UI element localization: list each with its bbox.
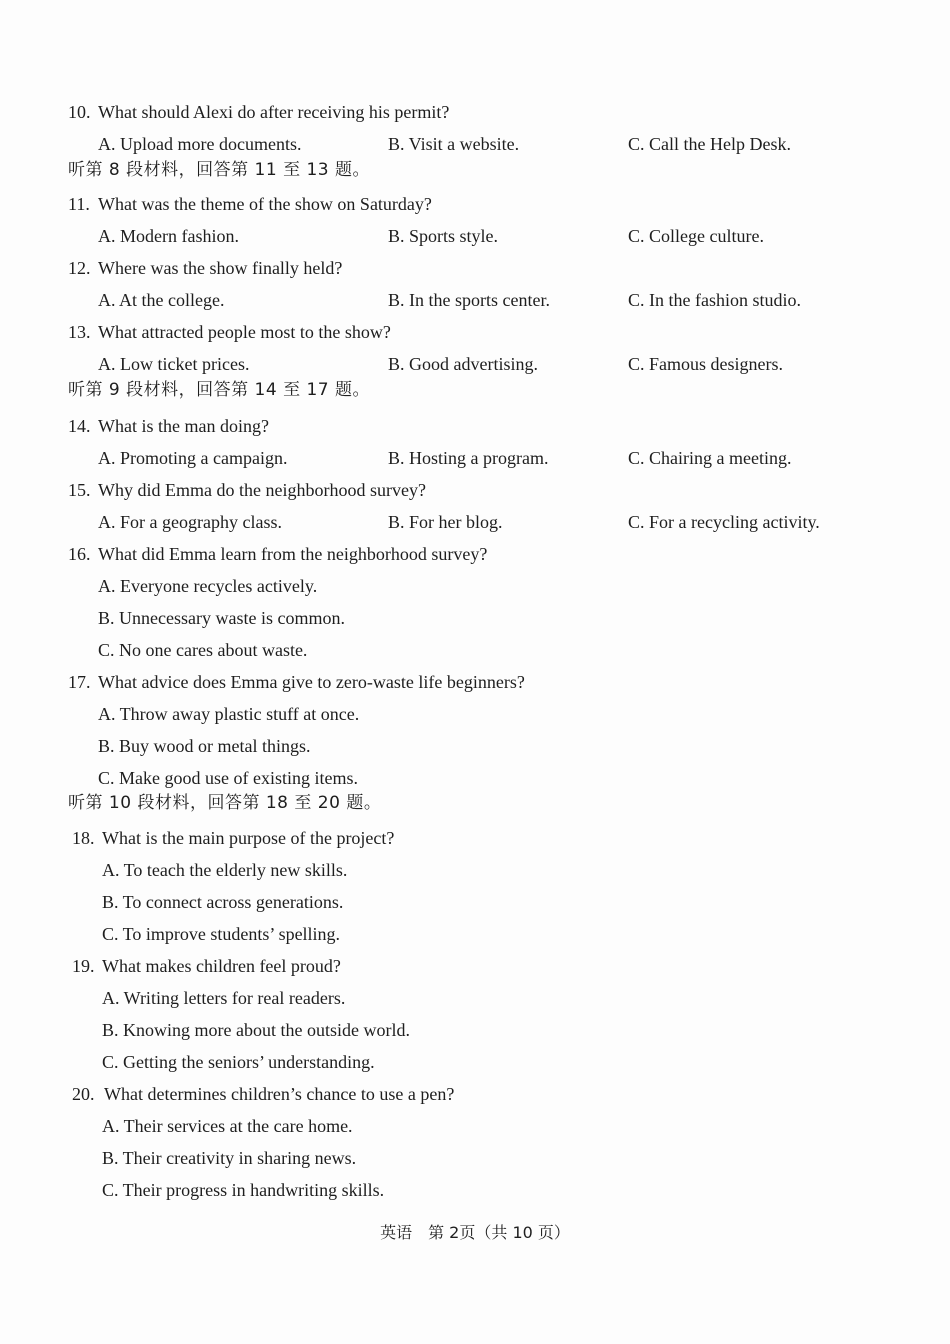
option-a: A. Throw away plastic stuff at once. (98, 704, 360, 724)
question-18 (0, 822, 950, 854)
question-number: 16. (68, 544, 91, 564)
question-text: What advice does Emma give to zero-waste life beginners? (98, 672, 525, 692)
option-b: B. For her blog. (388, 512, 503, 532)
question-number: 17. (68, 672, 91, 692)
option-c: C. Their progress in handwriting skills. (102, 1180, 385, 1200)
question-16 (0, 538, 950, 570)
question-19 (0, 950, 950, 982)
option-b: B. Good advertising. (388, 354, 538, 374)
question-13 (0, 316, 950, 348)
question-number: 12. (68, 258, 91, 278)
option-b: B. Sports style. (388, 226, 499, 246)
option-19-b (0, 1014, 950, 1046)
question-number: 10. (68, 102, 91, 122)
question-number: 13. (68, 322, 91, 342)
question-17 (0, 666, 950, 698)
question-text: Where was the show finally held? (98, 258, 343, 278)
question-text: What is the man doing? (98, 416, 269, 436)
option-a: A. Promoting a campaign. (98, 448, 288, 468)
question-number: 20. (72, 1084, 95, 1104)
question-15 (0, 474, 950, 506)
section-instruction-10 (0, 787, 950, 819)
option-18-b (0, 886, 950, 918)
option-b: B. To connect across generations. (102, 892, 344, 912)
option-a: A. At the college. (98, 290, 225, 310)
option-b: B. Unnecessary waste is common. (98, 608, 345, 628)
section-text: 听第 8 段材料，回答第 11 至 13 题。 (68, 160, 371, 180)
option-17-a (0, 698, 950, 730)
question-number: 18. (72, 828, 95, 848)
option-a: A. Writing letters for real readers. (102, 988, 346, 1008)
options-12 (0, 284, 950, 316)
option-c: C. Famous designers. (628, 354, 783, 374)
option-b: B. Knowing more about the outside world. (102, 1020, 410, 1040)
page-footer: 英语 第 2页（共 10 页） (380, 1223, 570, 1242)
option-18-a (0, 854, 950, 886)
question-number: 14. (68, 416, 91, 436)
option-c: C. In the fashion studio. (628, 290, 801, 310)
option-a: A. Low ticket prices. (98, 354, 250, 374)
option-19-a (0, 982, 950, 1014)
option-c: C. To improve students’ spelling. (102, 924, 341, 944)
option-a: A. Modern fashion. (98, 226, 239, 246)
question-10 (0, 96, 950, 128)
option-19-c (0, 1046, 950, 1078)
section-text: 听第 9 段材料，回答第 14 至 17 题。 (68, 380, 371, 400)
option-c: C. Chairing a meeting. (628, 448, 792, 468)
question-number: 11. (68, 194, 90, 214)
option-a: A. Everyone recycles actively. (98, 576, 318, 596)
option-b: B. In the sports center. (388, 290, 550, 310)
section-instruction-9 (0, 374, 950, 406)
option-c: C. Getting the seniors’ understanding. (102, 1052, 375, 1072)
question-11 (0, 188, 950, 220)
question-text: What is the main purpose of the project? (102, 828, 395, 848)
options-14 (0, 442, 950, 474)
question-20 (0, 1078, 950, 1110)
question-text: What did Emma learn from the neighborhood survey? (98, 544, 488, 564)
question-text: What determines children’s chance to use a pen? (104, 1084, 455, 1104)
question-text: What should Alexi do after receiving his permit? (98, 102, 450, 122)
option-b: B. Hosting a program. (388, 448, 549, 468)
option-c: C. Call the Help Desk. (628, 134, 791, 154)
option-c: C. No one cares about waste. (98, 640, 308, 660)
option-16-c (0, 634, 950, 666)
option-a: A. For a geography class. (98, 512, 282, 532)
question-text: What was the theme of the show on Saturday? (98, 194, 432, 214)
option-16-a (0, 570, 950, 602)
option-c: C. Make good use of existing items. (98, 768, 358, 788)
option-16-b (0, 602, 950, 634)
option-b: B. Buy wood or metal things. (98, 736, 311, 756)
option-c: C. College culture. (628, 226, 764, 246)
option-20-c (0, 1174, 950, 1206)
option-17-b (0, 730, 950, 762)
option-a: A. Upload more documents. (98, 134, 302, 154)
question-number: 15. (68, 480, 91, 500)
question-number: 19. (72, 956, 95, 976)
option-b: B. Their creativity in sharing news. (102, 1148, 357, 1168)
section-instruction-8 (0, 154, 950, 186)
options-11 (0, 220, 950, 252)
option-b: B. Visit a website. (388, 134, 520, 154)
option-18-c (0, 918, 950, 950)
question-14 (0, 410, 950, 442)
options-15 (0, 506, 950, 538)
option-20-a (0, 1110, 950, 1142)
question-text: What attracted people most to the show? (98, 322, 391, 342)
question-12 (0, 252, 950, 284)
option-a: A. To teach the elderly new skills. (102, 860, 348, 880)
question-text: What makes children feel proud? (102, 956, 341, 976)
option-c: C. For a recycling activity. (628, 512, 820, 532)
section-text: 听第 10 段材料，回答第 18 至 20 题。 (68, 793, 382, 813)
option-a: A. Their services at the care home. (102, 1116, 353, 1136)
question-text: Why did Emma do the neighborhood survey? (98, 480, 426, 500)
option-20-b (0, 1142, 950, 1174)
